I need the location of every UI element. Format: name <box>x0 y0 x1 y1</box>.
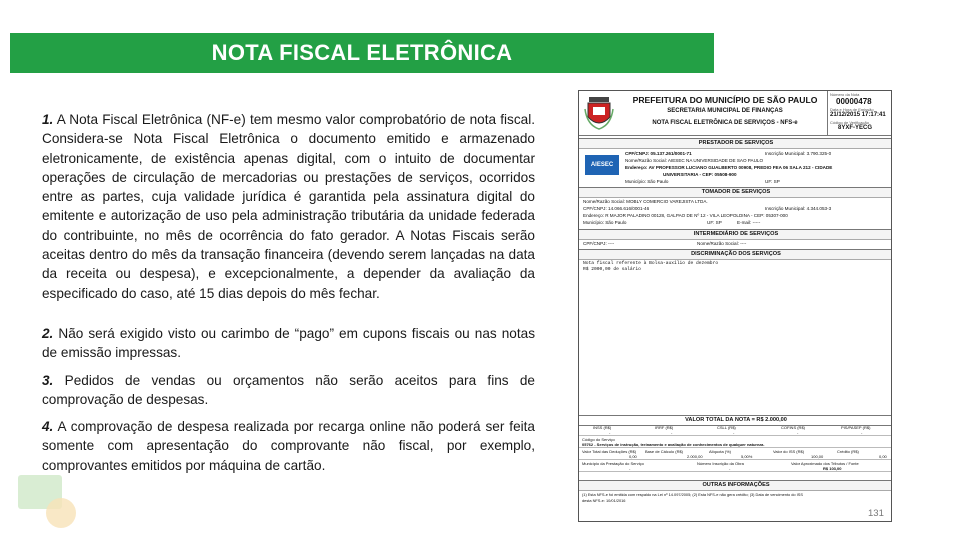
extra-value: R$ 103,00 <box>823 466 842 471</box>
aiesec-logo-text: AIESEC <box>590 162 614 168</box>
servico-row <box>579 437 892 448</box>
tax-header: COFINS (R$) <box>781 425 805 430</box>
paragraph-number: 2. <box>42 325 54 341</box>
coat-of-arms-icon <box>583 95 615 131</box>
paragraph-4 <box>42 417 535 475</box>
calc-header: Crédito (R$) <box>837 449 859 454</box>
paragraph-number: 3. <box>42 372 54 388</box>
paragraph-3 <box>42 371 535 410</box>
page-number: 131 <box>868 508 884 519</box>
tomador-cnpj: CPF/CNPJ: 14.066.616/0001-46 <box>583 206 650 211</box>
tomador-heading: TOMADOR DE SERVIÇOS <box>579 187 892 198</box>
calc-value: 100,00 <box>811 454 824 459</box>
tax-value: - <box>861 430 863 435</box>
valor-total: VALOR TOTAL DA NOTA = R$ 2.000,00 <box>579 415 892 426</box>
calc-header: Valor Total das Deduções (R$) <box>582 449 637 454</box>
intermediario-cnpj: CPF/CNPJ: ---- <box>583 241 615 246</box>
intermediario-heading: INTERMEDIÁRIO DE SERVIÇOS <box>579 229 892 240</box>
calc-value: 0,00 <box>629 454 637 459</box>
body-text <box>42 110 535 483</box>
codigo-label: Código de Verificação <box>830 120 869 125</box>
extra-value: - <box>629 466 631 471</box>
secretaria-label: SECRETARIA MUNICIPAL DE FINANÇAS <box>667 108 783 114</box>
invoice-header <box>579 91 892 136</box>
paragraph-number: 1. <box>42 112 54 127</box>
tax-header: INSS (R$) <box>593 425 612 430</box>
decorative-circle <box>46 498 76 528</box>
tomador-endereco: Endereço: R MAJOR PALADINO 00128, GALPAO DE Nº 12 - VILA LEOPOLDINA - CEP: 05307-000 <box>583 213 788 218</box>
paragraph-text: A comprovação de despesa realizada por recarga online não poderá ser feita somente com apresentação do comprovante não fiscal, por exemplo, comprovantes emitidos por máquina de cartão. <box>42 419 535 473</box>
numero-label: Número da Nota <box>830 92 860 97</box>
paragraph-number: 4. <box>42 419 54 435</box>
tax-value: - <box>733 430 735 435</box>
calc-value: 5,00% <box>741 454 753 459</box>
data-value: 21/12/2015 17:17:41 <box>830 112 886 118</box>
servico-value: 05762 - Serviços de instrução, treinamento e avaliação de conhecimentos de qualquer natureza. <box>582 442 765 447</box>
tomador-im: Inscrição Municipal: 4.344.053-3 <box>765 206 832 211</box>
tax-header: PIS/PASEP (R$) <box>841 425 871 430</box>
extra-header: Número Inscrição da Obra <box>697 461 744 466</box>
calc-value: 0,00 <box>879 454 887 459</box>
numero-value: 00000478 <box>836 97 872 106</box>
aiesec-logo <box>585 155 619 175</box>
prestador-uf: UF: SP <box>765 179 780 184</box>
prefeitura-title: PREFEITURA DO MUNICÍPIO DE SÃO PAULO <box>632 95 818 105</box>
tax-value: - <box>671 430 673 435</box>
prestador-municipio: Município: São Paulo <box>625 179 669 184</box>
tax-value: - <box>609 430 611 435</box>
paragraph-text: Pedidos de vendas ou orçamentos não serão aceitos para fins de comprovação de despesas. <box>42 372 535 407</box>
prestador-heading: PRESTADOR DE SERVIÇOS <box>579 138 892 149</box>
extra-header: Município da Prestação do Serviço <box>582 461 644 466</box>
outras-line-2: desta NFS-e: 10/01/2016 <box>582 498 626 503</box>
prestador-nome: Nome/Razão Social: AIESEC NA UNIVERSIDADE DE SAO PAULO <box>625 158 764 163</box>
calc-row <box>579 449 892 460</box>
outras-line-1: (1) Esta NFS-e foi emitida com respaldo na Lei nº 14.097/2005; (2) Esta NFS-e não gera crédito; (3) Data de vencimento do ISS <box>582 492 803 497</box>
tomador-municipio: Município: São Paulo <box>583 220 627 225</box>
discriminacao-line-2: R$ 2000,00 de salário <box>583 267 641 272</box>
paragraph-text: Não será exigido visto ou carimbo de “pago” em cupons fiscais ou nas notas de emissão impressas. <box>42 325 535 361</box>
title-bar <box>10 33 714 73</box>
prestador-cnpj: CPF/CNPJ: 05.137.261/0001-71 <box>625 151 692 156</box>
paragraph-2 <box>42 324 535 363</box>
intermediario-nome: Nome/Razão Social: ---- <box>697 241 747 246</box>
calc-header: Valor do ISS (R$) <box>773 449 805 454</box>
discriminacao-heading: DISCRIMINAÇÃO DOS SERVIÇOS <box>579 249 892 260</box>
calc-header: Alíquota (%) <box>709 449 732 454</box>
paragraph-1 <box>42 110 535 303</box>
tax-header: IRRF (R$) <box>655 425 674 430</box>
paragraph-text: A Nota Fiscal Eletrônica (NF-e) tem mesmo valor comprobatório de nota fiscal. Considera-se Nota Fiscal Eletrônica o documento emitido e armazenado eletronicamente, de existência apenas digital, com o intuito de documentar operações de circulação de mercadorias ou prestações de serviços, ocorridos entre as partes, cuja validade jurídica é garantida pela assinatura digital do emitente e autorização de uso pela administração tributária da unidade federada do contribuinte, no mês de ocorrência do fato gerador. A Notas Fiscais serão aceitas dentro do mês da transação financeira (devendo serem lançadas na data da receita ou despesa), e excepcionalmente, a depender da avaliação da especificado do caso, até 15 dias depois do mês fechar. <box>42 112 535 301</box>
extra-value: - <box>729 466 731 471</box>
data-label: Data e Hora de Emissão <box>830 107 874 112</box>
prestador-im: Inscrição Municipal: 3.790.325-0 <box>765 151 832 156</box>
tomador-uf: UF: SP <box>707 220 722 225</box>
tax-header: CSLL (R$) <box>717 425 736 430</box>
prestador-endereco: Endereço: AV PROFESSOR LUCIANO GUALBERTO 00908, PREDIO FEA 06 SALA 212 - CIDADE <box>625 165 833 170</box>
tomador-nome: Nome/Razão Social: MOBLY COMERCIO VAREJISTA LTDA. <box>583 199 708 204</box>
calc-header: Base de Cálculo (R$) <box>645 449 684 454</box>
codigo-value: 8YXF-YECG <box>838 125 873 131</box>
tax-header-row <box>579 425 892 436</box>
document-type-label: NOTA FISCAL ELETRÔNICA DE SERVIÇOS - NFS-e <box>652 120 798 126</box>
extra-row <box>579 461 892 472</box>
nfse-invoice-image <box>578 90 892 522</box>
prestador-endereco-2: UNIVERSITARIA - CEP: 05508-900 <box>663 172 737 177</box>
outras-heading: OUTRAS INFORMAÇÕES <box>579 480 892 491</box>
tax-value: - <box>797 430 799 435</box>
calc-value: 2.000,00 <box>687 454 703 459</box>
invoice-id-box <box>827 91 892 135</box>
slide-title: NOTA FISCAL ELETRÔNICA <box>211 40 513 65</box>
extra-header: Valor Aproximado dos Tributos / Fonte <box>791 461 859 466</box>
servico-label: Código do Serviço <box>582 437 615 442</box>
discriminacao-line-1: Nota fiscal referente à Bolsa-auxílio de dezembro <box>583 261 719 266</box>
tomador-email: E-mail: ----- <box>737 220 761 225</box>
